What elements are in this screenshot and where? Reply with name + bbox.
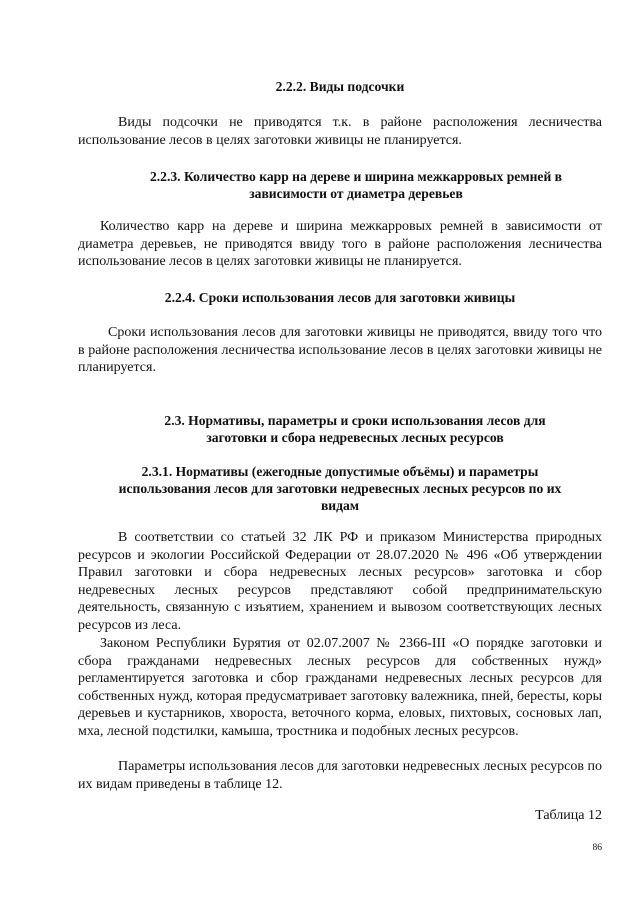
heading-2-3-1-line2: использования лесов для заготовки недревесных лесных ресурсов по их [118, 481, 562, 496]
heading-2-2-4 [78, 289, 602, 306]
heading-2-3-1-line3: видам [320, 498, 360, 513]
paragraph-2-2-4: Сроки использования лесов для заготовки живицы не приводятся, ввиду того что в районе расположения лесничества использование лесов в целях заготовки живицы не планируется. [78, 325, 602, 376]
paragraph-2-3-1-a: В соответствии со статьей 32 ЛК РФ и приказом Министерства природных ресурсов и экологии Российской Федерации от 28.07.2020 № 496 «Об утверждении Правил заготовки и сбора недревесных лесных ресурсов» заготовка и сбор недревесных лесных ресурсов представляют собой предпринимательскую деятельность, связанную с изъятием, хранением и вывозом соответствующих лесных ресурсов из леса. [78, 530, 602, 633]
paragraph-2-3-1-c: Параметры использования лесов для заготовки недревесных лесных ресурсов по их видам приведены в таблице 12. [78, 759, 602, 792]
heading-2-3-line2: заготовки и сбора недревесных лесных ресурсов [206, 430, 504, 445]
heading-2-2-4-text: 2.2.4. Сроки использования лесов для заготовки живицы [164, 290, 516, 305]
page-number: 86 [592, 843, 602, 853]
heading-2-3-line1: 2.3. Нормативы, параметры и сроки использования лесов для [164, 413, 546, 428]
heading-2-2-2 [78, 78, 602, 95]
heading-2-3 [108, 412, 602, 446]
heading-2-2-2-text: 2.2.2. Виды подсочки [275, 79, 405, 94]
heading-2-2-3 [110, 168, 602, 202]
heading-2-2-3-line2: зависимости от диаметра деревьев [249, 186, 463, 201]
heading-2-2-3-line1: 2.2.3. Количество карр на дереве и ширина межкарровых ремней в [149, 169, 563, 184]
paragraph-2-2-2: Виды подсочки не приводятся т.к. в районе расположения лесничества использование лесов в целях заготовки живицы не планируется. [78, 115, 602, 148]
paragraph-2-2-3: Количество карр на дереве и ширина межкарровых ремней в зависимости от диаметра деревьев, не приводятся ввиду того в районе расположения лесничества использование лесов в целях заготовки живицы не планируется. [78, 219, 602, 270]
heading-2-3-1-line1: 2.3.1. Нормативы (ежегодные допустимые объёмы) и параметры [141, 464, 539, 479]
paragraph-2-3-1-b: Законом Республики Бурятия от 02.07.2007 № 2366-III «О порядке заготовки и сбора гражданами недревесных лесных ресурсов для собственных нужд» регламентируется заготовка и сбор гражданами недревесных лесных ресурсов для собственных нужд, которая предусматривает заготовку валежника, пней, бересты, коры деревьев и кустарников, хвороста, веточного корма, еловых, пихтовых, сосновых лап, мха, лесной подстилки, камыша, тростника и подобных лесных ресурсов. [78, 636, 602, 739]
table-caption: Таблица 12 [535, 808, 602, 823]
heading-2-3-1 [78, 463, 602, 514]
